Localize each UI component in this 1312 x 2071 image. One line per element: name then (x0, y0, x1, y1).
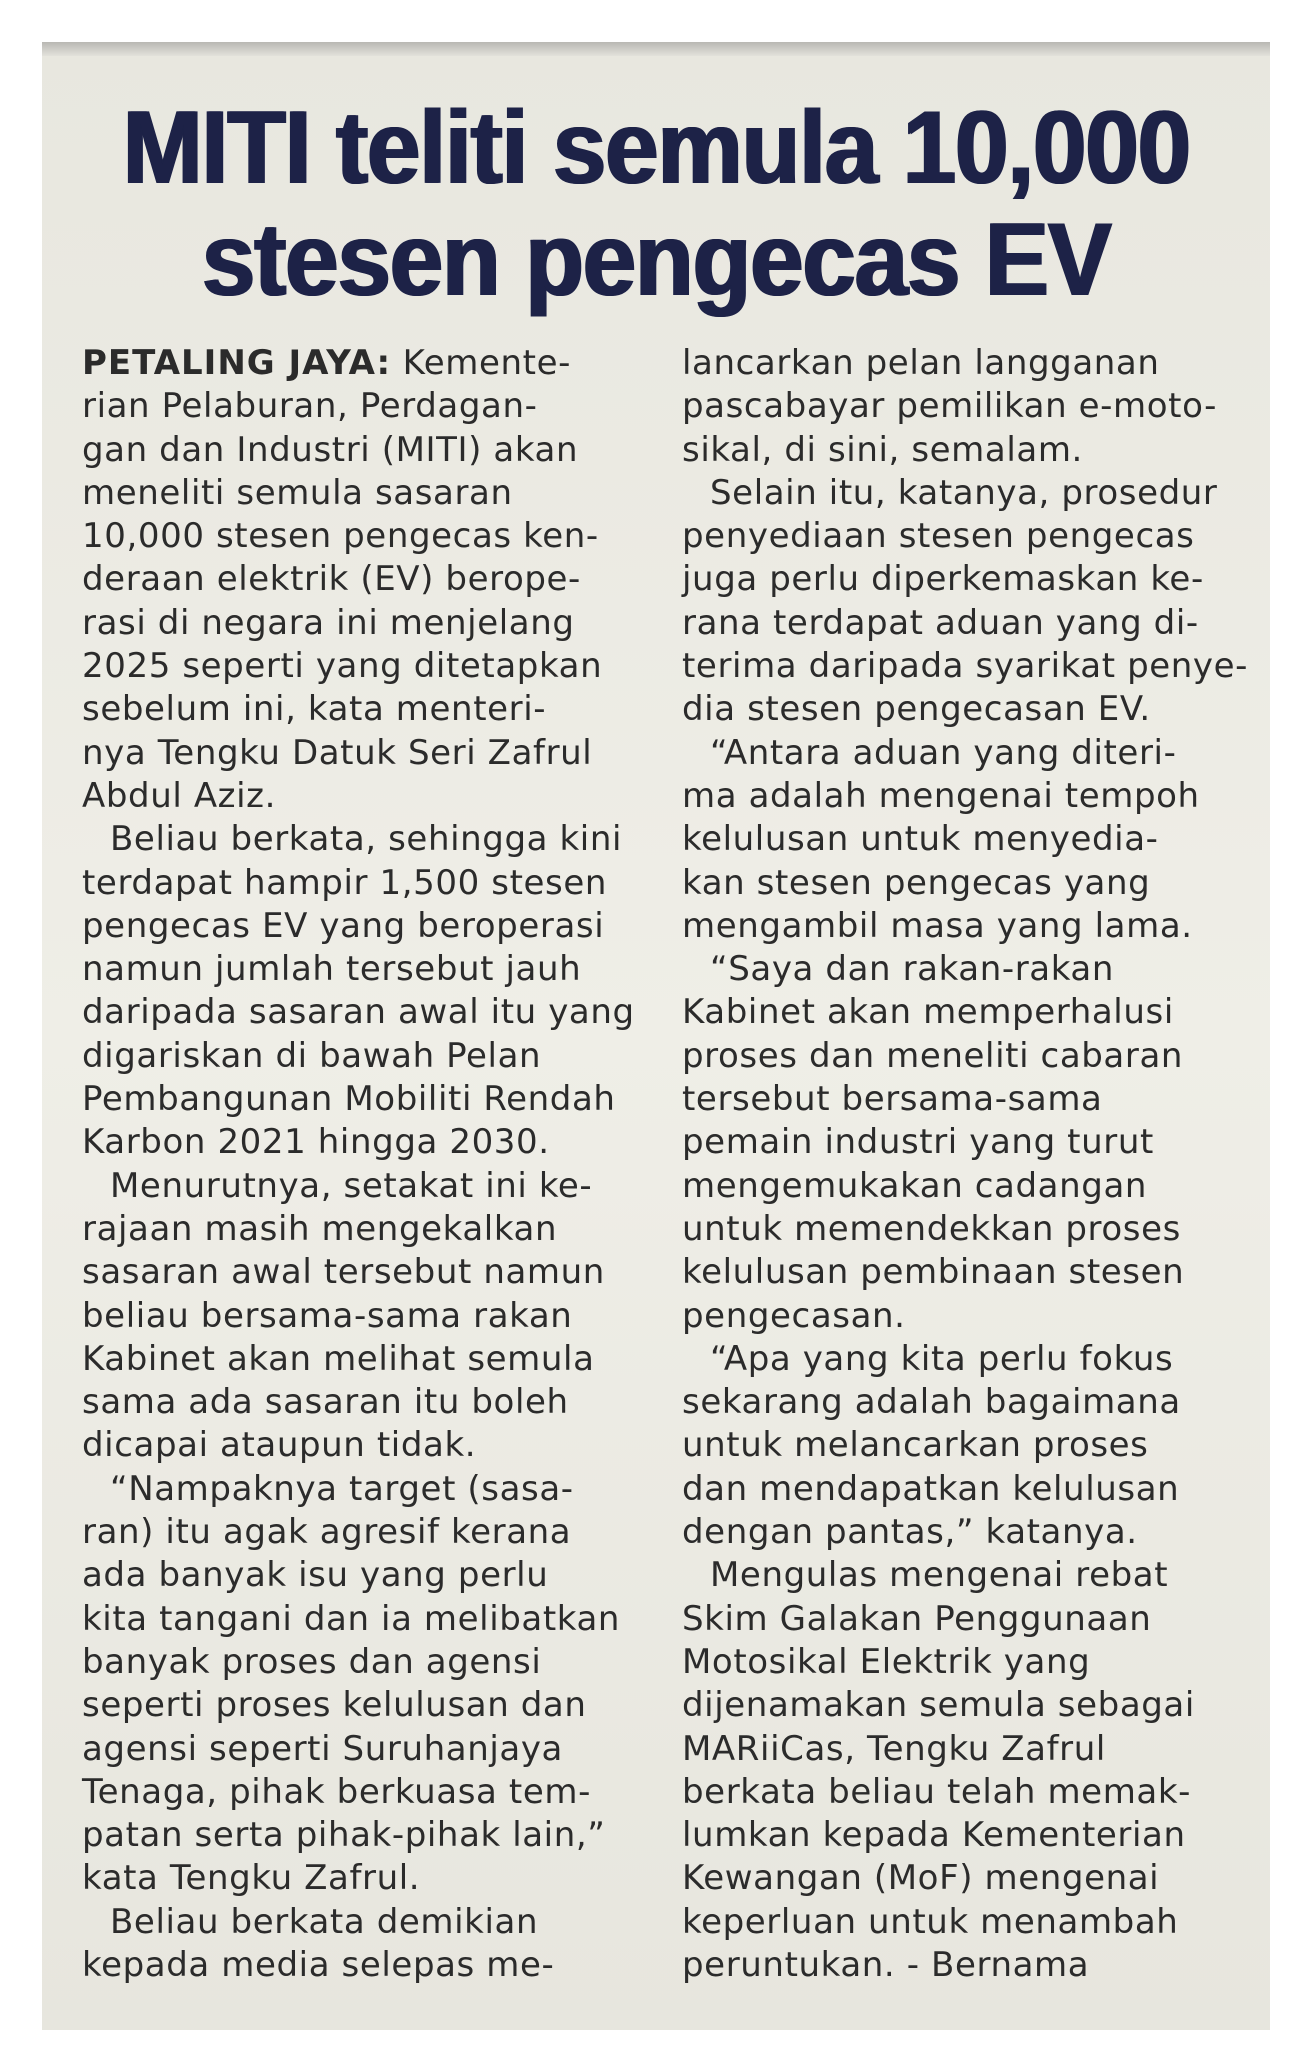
article-paragraph: Beliau berkata, sehingga kini terdapat hampir 1,500 stesen pengecas EV yang beroperasi namun jumlah tersebut jauh daripada sasaran awal itu yang digariskan di bawah Pelan Pembangunan Mobiliti Rendah Karbon 2021 hingga 2030. (82, 819, 635, 1163)
article-column-left (82, 342, 672, 1987)
article-headline (91, 92, 1221, 316)
article-paragraph: Menurutnya, setakat ini ke- rajaan masih mengekalkan sasaran awal tersebut namun beliau bersama-sama rakan Kabinet akan melihat semula sama ada sasaran itu boleh dicapai ataupun tidak. (82, 1165, 605, 1466)
article-paragraph: lancarkan pelan langganan pascabayar pemilikan e-moto- sikal, di sini, semalam. (682, 343, 1218, 470)
article-paragraph: Beliau berkata demikian kepada media selepas me- (82, 1901, 555, 1985)
headline-line-2: stesen pengecas EV (201, 202, 1111, 318)
article-paragraph (82, 342, 672, 818)
article-paragraph: “Saya dan rakan-rakan Kabinet akan memperhalusi proses dan meneliti cabaran tersebut bersama-sama pemain industri yang turut mengemukakan cadangan untuk memendekkan proses kelulusan pembinaan stesen pengecasan. (682, 949, 1185, 1336)
scan-edge (42, 42, 1270, 56)
headline-line-1: MITI teliti semula 10,000 (122, 90, 1190, 206)
newspaper-clipping (42, 42, 1270, 2030)
article-paragraph: “Nampaknya target (sasa- ran) itu agak agresif kerana ada banyak isu yang perlu kita tangani dan ia melibatkan banyak proses dan agensi seperti proses kelulusan dan agensi seperti Suruhanjaya Tenaga, pihak berkuasa tem- patan serta pihak-pihak lain,” kata Tengku Zafrul. (82, 1468, 621, 1899)
paragraph-text: Kemente- rian Pelaburan, Perdagan- gan dan Industri (MITI) akan meneliti semula sasaran 10,000 stesen pengecas ken- deraan elektrik (EV) berope- rasi di negara ini menjelang 2025 seperti yang ditetapkan sebelum ini, kata menteri- nya Tengku Datuk Seri Zafrul Abdul Aziz. (82, 343, 603, 816)
article-column-right (682, 342, 1262, 1987)
article-paragraph: “Antara aduan yang diteri- ma adalah mengenai tempoh kelulusan untuk menyedia- kan stesen pengecas yang mengambil masa yang lama. (682, 732, 1200, 946)
dateline: PETALING JAYA: (82, 343, 392, 383)
article-paragraph: Selain itu, katanya, prosedur penyediaan stesen pengecas juga perlu diperkemaskan ke- rana terdapat aduan yang di- terima daripada syarikat penye- dia stesen pengecasan EV. (682, 472, 1249, 730)
article-paragraph: “Apa yang kita perlu fokus sekarang adalah bagaimana untuk melancarkan proses dan mendapatkan kelulusan dengan pantas,” katanya. (682, 1338, 1181, 1553)
article-paragraph: Mengulas mengenai rebat Skim Galakan Penggunaan Motosikal Elektrik yang dijenamakan semula sebagai MARiiCas, Tengku Zafrul berkata beliau telah memak- lumkan kepada Kementerian Kewangan (MoF) mengenai keperluan untuk menambah peruntukan. - Bernama (682, 1555, 1195, 1985)
